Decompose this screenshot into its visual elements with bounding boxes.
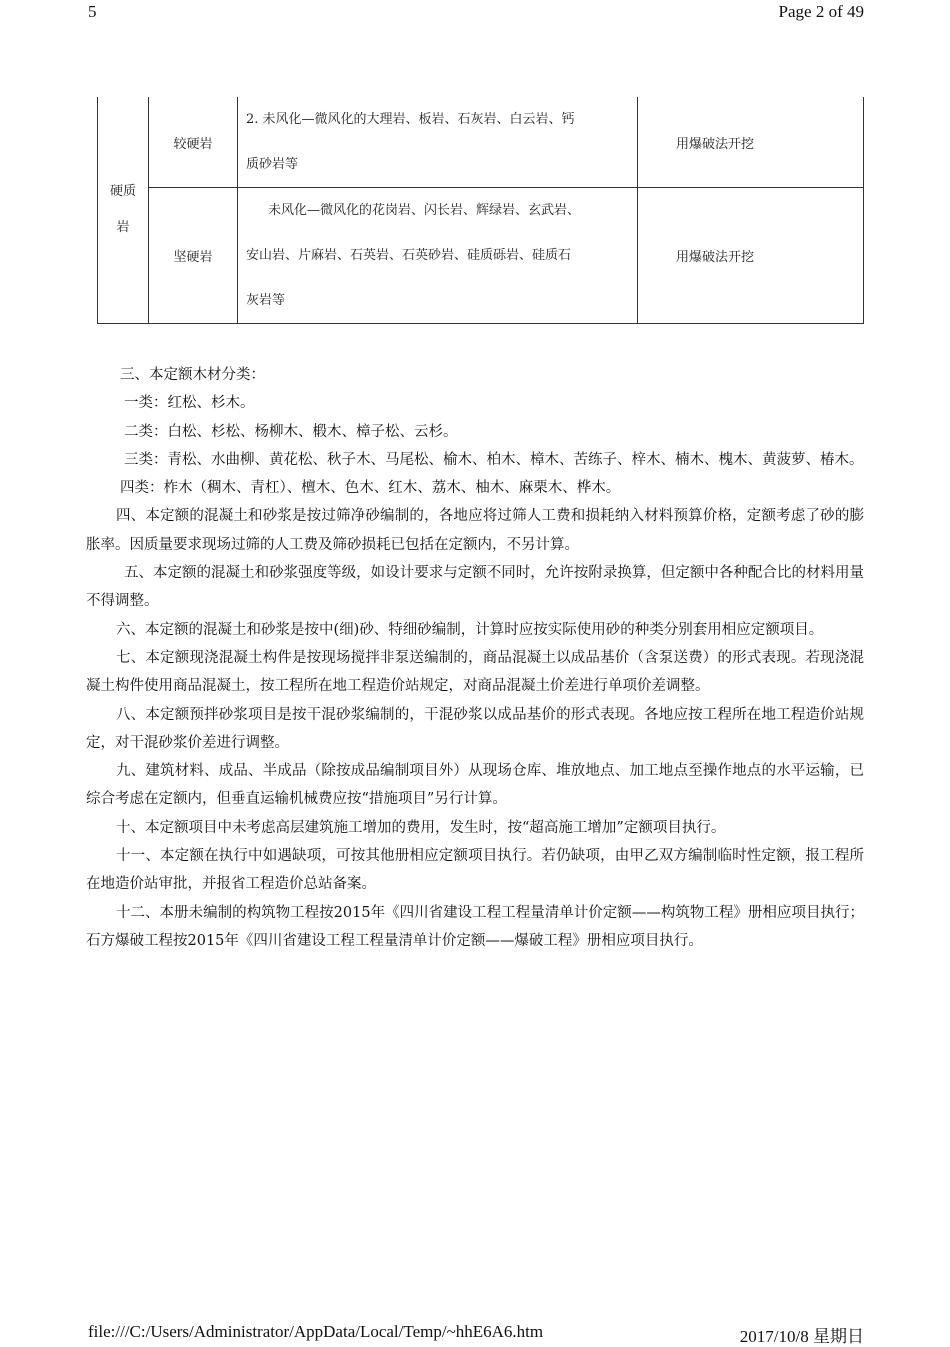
description-line: 质砂岩等 [246,157,299,172]
section-heading-wood-classes: 三、本定额木材分类： [120,367,265,383]
description-line: 未风化—微风化的花岗岩、闪长岩、辉绿岩、玄武岩、 [268,203,581,218]
table-row [98,97,864,188]
rock-classification-table [97,97,864,324]
description-line: 灰岩等 [246,293,286,308]
page-header-pagination: Page 2 of 49 [778,2,864,21]
table-row [98,188,864,324]
subcategory-cell: 坚硬岩 [149,188,238,324]
description-line: 2. 未风化—微风化的大理岩、板岩、石灰岩、白云岩、钙 [246,112,575,127]
paragraph-7: 七、本定额现浇混凝土构件是按现场搅拌非泵送编制的，商品混凝土以成品基价（含泵送费）的形式表现。若现浇混凝土构件使用商品混凝土，按工程所在地工程造价站规定，对商品混凝土价差进行单项价差调整。 [86,649,864,695]
paragraph-11: 十一、本定额在执行中如遇缺项，可按其他册相应定额项目执行。若仍缺项，由甲乙双方编制临时性定额，报工程所在地造价站审批，并报省工程造价总站备案。 [86,848,864,893]
description-cell [238,188,638,324]
paragraph-10: 十、本定额项目中未考虑高层建筑施工增加的费用，发生时，按“超高施工增加”定额项目执行。 [116,819,726,836]
subcategory-cell: 较硬岩 [149,97,238,188]
method-cell: 用爆破法开挖 [638,188,864,324]
description-cell [238,97,638,188]
page-header-number: 5 [88,2,97,21]
wood-class-4: 四类：柞木（稠木、青杠）、檀木、色木、红木、荔木、柚木、麻栗木、桦木。 [120,480,621,497]
wood-class-3: 三类：青松、水曲柳、黄花松、秋子木、马尾松、榆木、柏木、樟木、苦练子、梓木、楠木、槐木、黄菠萝、椿木。 [124,451,864,468]
paragraph-8: 八、本定额预拌砂浆项目是按干混砂浆编制的，干混砂浆以成品基价的形式表现。各地应按工程所在地工程造价站规定，对干混砂浆价差进行调整。 [86,706,864,751]
description-line: 安山岩、片麻岩、石英岩、石英砂岩、硅质砾岩、硅质石 [246,248,572,263]
paragraph-6: 六、本定额的混凝土和砂浆是按中(细)砂、特细砂编制，计算时应按实际使用砂的种类分别套用相应定额项目。 [116,621,824,638]
paragraph-12: 十二、本册未编制的构筑物工程按2015年《四川省建设工程工程量清单计价定额——构筑物工程》册相应项目执行；石方爆破工程按2015年《四川省建设工程工程量清单计价定额——爆破工程》册相应项目执行。 [86,904,864,949]
footer-file-path: file:///C:/Users/Administrator/AppData/Local/Temp/~hhE6A6.htm [88,1322,544,1341]
paragraph-9: 九、建筑材料、成品、半成品（除按成品编制项目外）从现场仓库、堆放地点、加工地点至操作地点的水平运输，已综合考虑在定额内，但垂直运输机械费应按“措施项目”另行计算。 [86,763,864,808]
footer-date: 2017/10/8 星期日 [739,1327,864,1346]
method-cell: 用爆破法开挖 [638,97,864,188]
document-body [86,361,864,955]
wood-class-2: 二类：白松、杉松、杨柳木、椴木、樟子松、云杉。 [124,423,458,440]
paragraph-4: 四、本定额的混凝土和砂浆是按过筛净砂编制的，各地应将过筛人工费和损耗纳入材料预算价格，定额考虑了砂的膨胀率。因质量要求现场过筛的人工费及筛砂损耗已包括在定额内，不另计算。 [86,508,864,553]
wood-class-1: 一类：红松、杉木。 [124,395,255,412]
category-cell [98,97,149,324]
paragraph-5: 五、本定额的混凝土和砂浆强度等级，如设计要求与定额不同时，允许按附录换算，但定额中各种配合比的材料用量不得调整。 [86,565,864,610]
category-label: 硬质岩 [110,184,137,235]
